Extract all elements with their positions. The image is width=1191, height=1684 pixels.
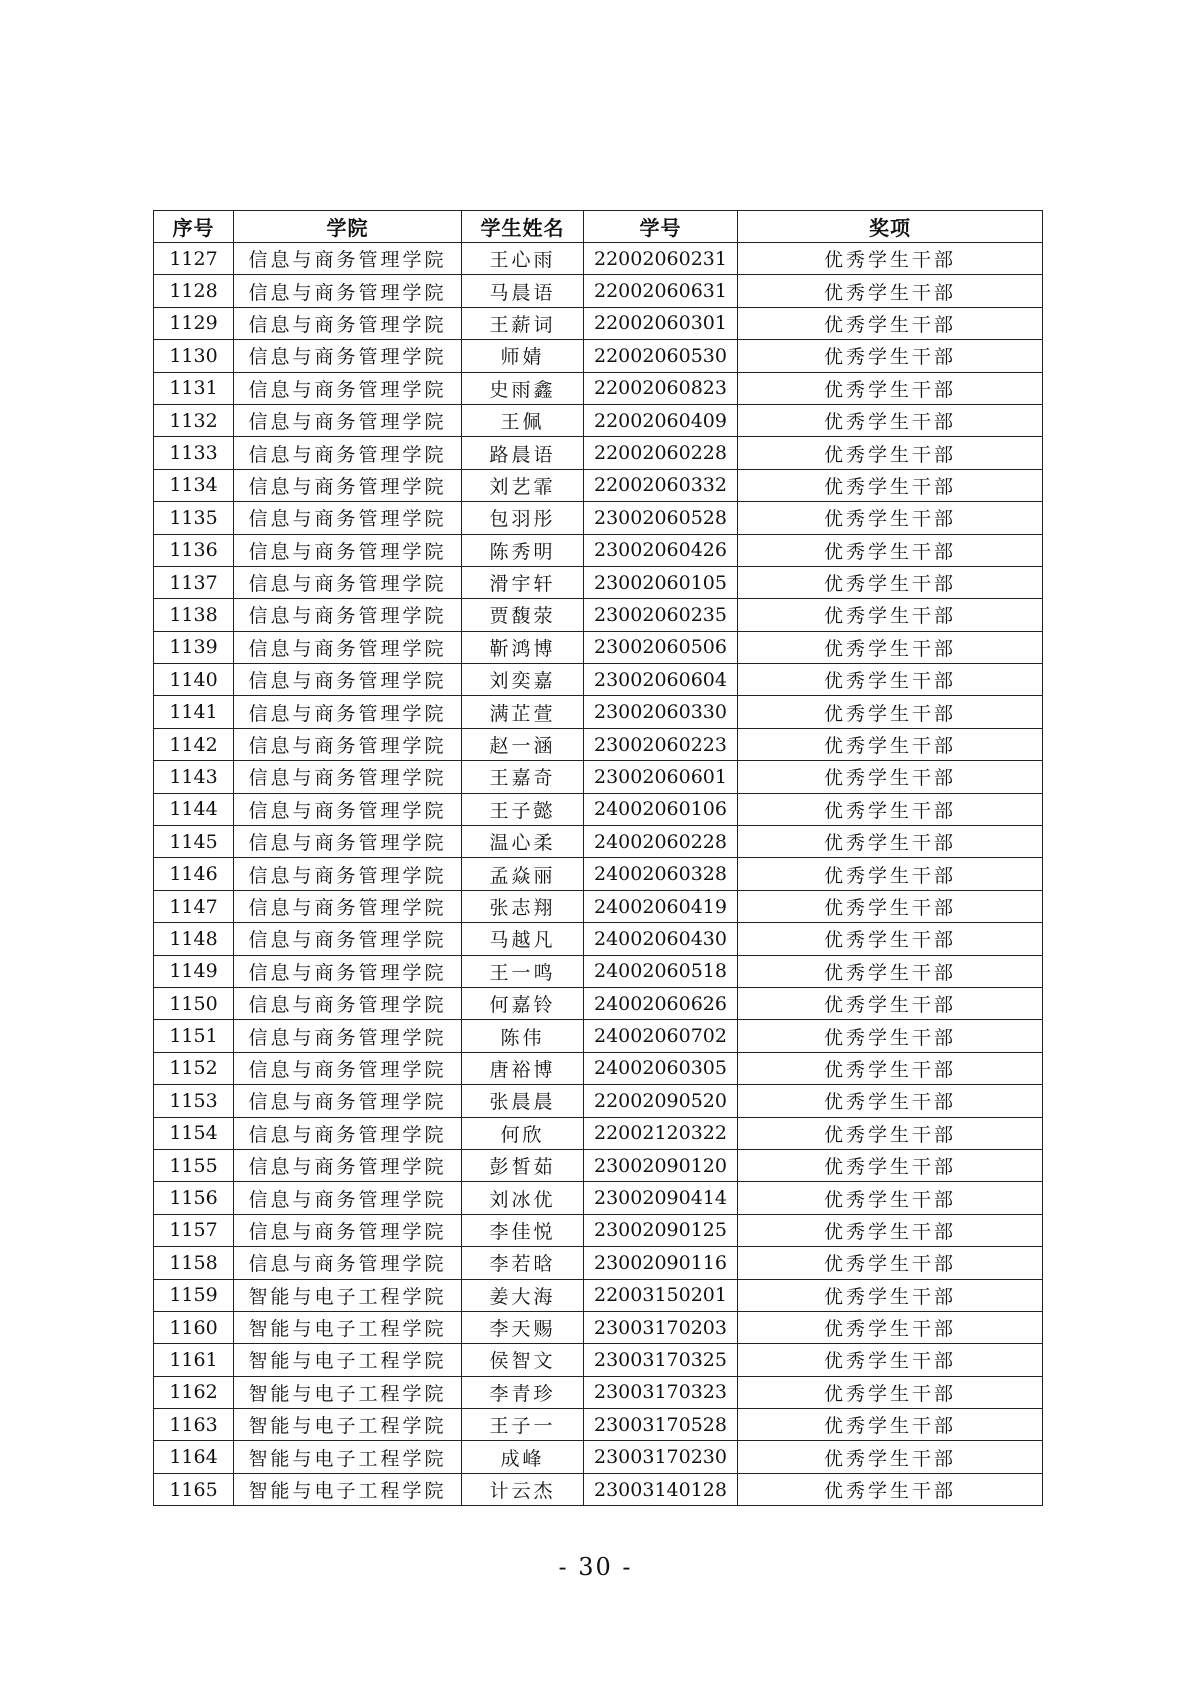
cell-award: 优秀学生干部 [738, 566, 1043, 598]
cell-student-name: 刘冰优 [462, 1182, 584, 1214]
cell-seq: 1129 [154, 307, 234, 339]
cell-seq: 1132 [154, 404, 234, 436]
cell-award: 优秀学生干部 [738, 1020, 1043, 1052]
table-row [154, 923, 1043, 955]
cell-student-name: 张志翔 [462, 890, 584, 922]
cell-seq: 1139 [154, 631, 234, 663]
cell-seq: 1150 [154, 987, 234, 1019]
cell-student-name: 温心柔 [462, 826, 584, 858]
cell-seq: 1163 [154, 1409, 234, 1441]
cell-student-name: 包羽彤 [462, 502, 584, 534]
cell-student-name: 滑宇轩 [462, 566, 584, 598]
cell-award: 优秀学生干部 [738, 728, 1043, 760]
cell-student-id: 24002060305 [584, 1052, 738, 1084]
table-row [154, 340, 1043, 372]
cell-student-id: 24002060518 [584, 955, 738, 987]
table-row [154, 243, 1043, 275]
cell-award: 优秀学生干部 [738, 340, 1043, 372]
cell-college: 信息与商务管理学院 [234, 696, 462, 728]
cell-student-name: 刘奕嘉 [462, 664, 584, 696]
cell-college: 信息与商务管理学院 [234, 826, 462, 858]
cell-student-name: 史雨鑫 [462, 372, 584, 404]
cell-student-name: 王佩 [462, 404, 584, 436]
cell-college: 信息与商务管理学院 [234, 728, 462, 760]
cell-college: 智能与电子工程学院 [234, 1376, 462, 1408]
cell-student-id: 22002060631 [584, 275, 738, 307]
cell-seq: 1143 [154, 761, 234, 793]
table-row [154, 1344, 1043, 1376]
cell-college: 信息与商务管理学院 [234, 761, 462, 793]
table-row [154, 890, 1043, 922]
cell-college: 信息与商务管理学院 [234, 243, 462, 275]
cell-seq: 1147 [154, 890, 234, 922]
cell-seq: 1145 [154, 826, 234, 858]
cell-student-name: 王子一 [462, 1409, 584, 1441]
cell-award: 优秀学生干部 [738, 1149, 1043, 1181]
cell-student-name: 陈秀明 [462, 534, 584, 566]
table-row [154, 1279, 1043, 1311]
cell-student-name: 彭皙茹 [462, 1149, 584, 1181]
cell-award: 优秀学生干部 [738, 502, 1043, 534]
cell-seq: 1154 [154, 1117, 234, 1149]
cell-student-name: 王嘉奇 [462, 761, 584, 793]
cell-student-id: 22002120322 [584, 1117, 738, 1149]
cell-college: 信息与商务管理学院 [234, 1247, 462, 1279]
cell-college: 信息与商务管理学院 [234, 1085, 462, 1117]
cell-college: 智能与电子工程学院 [234, 1344, 462, 1376]
cell-student-name: 唐裕博 [462, 1052, 584, 1084]
cell-college: 信息与商务管理学院 [234, 890, 462, 922]
cell-student-id: 24002060430 [584, 923, 738, 955]
cell-student-name: 马越凡 [462, 923, 584, 955]
cell-college: 信息与商务管理学院 [234, 631, 462, 663]
table-row [154, 437, 1043, 469]
cell-award: 优秀学生干部 [738, 599, 1043, 631]
table-row [154, 1085, 1043, 1117]
cell-student-name: 计云杰 [462, 1473, 584, 1505]
cell-college: 信息与商务管理学院 [234, 1182, 462, 1214]
table-row [154, 728, 1043, 760]
cell-college: 信息与商务管理学院 [234, 566, 462, 598]
cell-seq: 1141 [154, 696, 234, 728]
cell-student-id: 23003170203 [584, 1311, 738, 1343]
cell-award: 优秀学生干部 [738, 372, 1043, 404]
cell-seq: 1155 [154, 1149, 234, 1181]
cell-student-id: 23002060330 [584, 696, 738, 728]
cell-award: 优秀学生干部 [738, 664, 1043, 696]
table-row [154, 955, 1043, 987]
cell-college: 信息与商务管理学院 [234, 1149, 462, 1181]
table-row [154, 372, 1043, 404]
header-college: 学院 [234, 211, 462, 243]
cell-award: 优秀学生干部 [738, 1085, 1043, 1117]
cell-award: 优秀学生干部 [738, 858, 1043, 890]
cell-seq: 1137 [154, 566, 234, 598]
cell-seq: 1140 [154, 664, 234, 696]
cell-seq: 1135 [154, 502, 234, 534]
cell-student-id: 24002060626 [584, 987, 738, 1019]
cell-student-id: 22002060530 [584, 340, 738, 372]
cell-college: 信息与商务管理学院 [234, 987, 462, 1019]
cell-student-name: 王薪词 [462, 307, 584, 339]
cell-student-id: 23002060426 [584, 534, 738, 566]
cell-award: 优秀学生干部 [738, 1441, 1043, 1473]
cell-seq: 1159 [154, 1279, 234, 1311]
cell-student-id: 24002060328 [584, 858, 738, 890]
cell-award: 优秀学生干部 [738, 1247, 1043, 1279]
table-row [154, 534, 1043, 566]
cell-award: 优秀学生干部 [738, 1409, 1043, 1441]
cell-student-id: 22002060301 [584, 307, 738, 339]
cell-seq: 1146 [154, 858, 234, 890]
table-row [154, 858, 1043, 890]
table-row [154, 793, 1043, 825]
table-row [154, 1376, 1043, 1408]
cell-college: 信息与商务管理学院 [234, 1020, 462, 1052]
table-row [154, 1409, 1043, 1441]
cell-college: 信息与商务管理学院 [234, 404, 462, 436]
table-row [154, 987, 1043, 1019]
cell-college: 信息与商务管理学院 [234, 664, 462, 696]
cell-award: 优秀学生干部 [738, 534, 1043, 566]
cell-award: 优秀学生干部 [738, 631, 1043, 663]
cell-award: 优秀学生干部 [738, 890, 1043, 922]
cell-student-name: 路晨语 [462, 437, 584, 469]
cell-seq: 1149 [154, 955, 234, 987]
cell-student-name: 王心雨 [462, 243, 584, 275]
cell-seq: 1162 [154, 1376, 234, 1408]
cell-student-id: 24002060419 [584, 890, 738, 922]
cell-seq: 1153 [154, 1085, 234, 1117]
cell-student-id: 23002090414 [584, 1182, 738, 1214]
cell-student-id: 22002060409 [584, 404, 738, 436]
table-row [154, 1214, 1043, 1246]
table-row [154, 599, 1043, 631]
cell-college: 信息与商务管理学院 [234, 793, 462, 825]
header-student-id: 学号 [584, 211, 738, 243]
cell-seq: 1164 [154, 1441, 234, 1473]
cell-college: 信息与商务管理学院 [234, 923, 462, 955]
cell-award: 优秀学生干部 [738, 761, 1043, 793]
cell-award: 优秀学生干部 [738, 1376, 1043, 1408]
cell-college: 智能与电子工程学院 [234, 1473, 462, 1505]
cell-student-name: 侯智文 [462, 1344, 584, 1376]
cell-student-name: 刘艺霏 [462, 469, 584, 501]
cell-award: 优秀学生干部 [738, 1214, 1043, 1246]
cell-student-id: 22002060228 [584, 437, 738, 469]
cell-seq: 1128 [154, 275, 234, 307]
cell-seq: 1136 [154, 534, 234, 566]
table-row [154, 631, 1043, 663]
cell-student-name: 李青珍 [462, 1376, 584, 1408]
table-row [154, 1441, 1043, 1473]
cell-student-name: 陈伟 [462, 1020, 584, 1052]
cell-student-id: 22003150201 [584, 1279, 738, 1311]
cell-award: 优秀学生干部 [738, 955, 1043, 987]
cell-college: 信息与商务管理学院 [234, 599, 462, 631]
cell-award: 优秀学生干部 [738, 923, 1043, 955]
cell-college: 信息与商务管理学院 [234, 1117, 462, 1149]
cell-student-id: 22002060823 [584, 372, 738, 404]
cell-college: 信息与商务管理学院 [234, 858, 462, 890]
cell-student-name: 李佳悦 [462, 1214, 584, 1246]
cell-student-id: 23002090125 [584, 1214, 738, 1246]
cell-student-id: 24002060702 [584, 1020, 738, 1052]
table-row [154, 664, 1043, 696]
table-row [154, 1117, 1043, 1149]
table-row [154, 761, 1043, 793]
cell-award: 优秀学生干部 [738, 469, 1043, 501]
header-award: 奖项 [738, 211, 1043, 243]
cell-award: 优秀学生干部 [738, 987, 1043, 1019]
cell-college: 信息与商务管理学院 [234, 1214, 462, 1246]
cell-seq: 1131 [154, 372, 234, 404]
cell-seq: 1160 [154, 1311, 234, 1343]
cell-student-name: 孟焱丽 [462, 858, 584, 890]
table-row [154, 1020, 1043, 1052]
table-row [154, 469, 1043, 501]
table-header [154, 211, 1043, 243]
cell-award: 优秀学生干部 [738, 1052, 1043, 1084]
cell-seq: 1161 [154, 1344, 234, 1376]
cell-college: 智能与电子工程学院 [234, 1279, 462, 1311]
cell-college: 智能与电子工程学院 [234, 1409, 462, 1441]
cell-seq: 1157 [154, 1214, 234, 1246]
cell-student-name: 王子懿 [462, 793, 584, 825]
table-row [154, 1473, 1043, 1505]
cell-award: 优秀学生干部 [738, 243, 1043, 275]
cell-college: 信息与商务管理学院 [234, 307, 462, 339]
cell-award: 优秀学生干部 [738, 1344, 1043, 1376]
cell-seq: 1152 [154, 1052, 234, 1084]
cell-award: 优秀学生干部 [738, 1311, 1043, 1343]
cell-student-id: 23002090120 [584, 1149, 738, 1181]
cell-student-id: 23002060601 [584, 761, 738, 793]
cell-award: 优秀学生干部 [738, 696, 1043, 728]
cell-student-id: 23003170528 [584, 1409, 738, 1441]
table-row [154, 696, 1043, 728]
cell-student-id: 22002060332 [584, 469, 738, 501]
cell-student-id: 23002060506 [584, 631, 738, 663]
table-row [154, 1149, 1043, 1181]
header-student-name: 学生姓名 [462, 211, 584, 243]
table-body [154, 243, 1043, 1506]
cell-college: 智能与电子工程学院 [234, 1441, 462, 1473]
cell-college: 信息与商务管理学院 [234, 955, 462, 987]
cell-student-name: 王一鸣 [462, 955, 584, 987]
cell-student-id: 24002060228 [584, 826, 738, 858]
cell-student-name: 成峰 [462, 1441, 584, 1473]
table-row [154, 1247, 1043, 1279]
header-seq: 序号 [154, 211, 234, 243]
cell-college: 信息与商务管理学院 [234, 340, 462, 372]
cell-award: 优秀学生干部 [738, 1473, 1043, 1505]
page-number: - 30 - [558, 1553, 633, 1581]
cell-college: 信息与商务管理学院 [234, 502, 462, 534]
cell-student-id: 22002060231 [584, 243, 738, 275]
cell-college: 信息与商务管理学院 [234, 437, 462, 469]
cell-award: 优秀学生干部 [738, 437, 1043, 469]
cell-student-name: 赵一涵 [462, 728, 584, 760]
cell-student-id: 22002090520 [584, 1085, 738, 1117]
header-row [154, 211, 1043, 243]
table-row [154, 1311, 1043, 1343]
award-list-table [153, 210, 1043, 1506]
cell-student-name: 李天赐 [462, 1311, 584, 1343]
cell-student-name: 何欣 [462, 1117, 584, 1149]
cell-seq: 1142 [154, 728, 234, 760]
cell-college: 智能与电子工程学院 [234, 1311, 462, 1343]
cell-student-id: 23002060223 [584, 728, 738, 760]
table-row [154, 826, 1043, 858]
cell-seq: 1156 [154, 1182, 234, 1214]
cell-college: 信息与商务管理学院 [234, 534, 462, 566]
cell-seq: 1138 [154, 599, 234, 631]
cell-award: 优秀学生干部 [738, 307, 1043, 339]
cell-seq: 1127 [154, 243, 234, 275]
cell-student-name: 贾馥荥 [462, 599, 584, 631]
cell-seq: 1134 [154, 469, 234, 501]
cell-student-name: 李若晗 [462, 1247, 584, 1279]
cell-student-name: 姜大海 [462, 1279, 584, 1311]
cell-college: 信息与商务管理学院 [234, 1052, 462, 1084]
table-row [154, 502, 1043, 534]
table-row [154, 1182, 1043, 1214]
cell-student-id: 23003170230 [584, 1441, 738, 1473]
cell-student-id: 23003170325 [584, 1344, 738, 1376]
cell-award: 优秀学生干部 [738, 1182, 1043, 1214]
cell-award: 优秀学生干部 [738, 826, 1043, 858]
cell-student-name: 马晨语 [462, 275, 584, 307]
cell-seq: 1144 [154, 793, 234, 825]
cell-seq: 1165 [154, 1473, 234, 1505]
cell-student-id: 23002060235 [584, 599, 738, 631]
cell-seq: 1133 [154, 437, 234, 469]
cell-student-name: 何嘉铃 [462, 987, 584, 1019]
table-row [154, 1052, 1043, 1084]
table-row [154, 404, 1043, 436]
table-row [154, 275, 1043, 307]
cell-student-id: 23002090116 [584, 1247, 738, 1279]
cell-college: 信息与商务管理学院 [234, 275, 462, 307]
cell-award: 优秀学生干部 [738, 1279, 1043, 1311]
cell-student-id: 24002060106 [584, 793, 738, 825]
cell-college: 信息与商务管理学院 [234, 469, 462, 501]
cell-student-name: 张晨晨 [462, 1085, 584, 1117]
cell-award: 优秀学生干部 [738, 1117, 1043, 1149]
cell-student-id: 23002060604 [584, 664, 738, 696]
cell-college: 信息与商务管理学院 [234, 372, 462, 404]
cell-student-id: 23003140128 [584, 1473, 738, 1505]
cell-seq: 1148 [154, 923, 234, 955]
cell-award: 优秀学生干部 [738, 793, 1043, 825]
cell-student-name: 靳鸿博 [462, 631, 584, 663]
cell-award: 优秀学生干部 [738, 275, 1043, 307]
cell-student-name: 满芷萱 [462, 696, 584, 728]
cell-student-name: 师婧 [462, 340, 584, 372]
cell-seq: 1151 [154, 1020, 234, 1052]
table-row [154, 307, 1043, 339]
cell-student-id: 23003170323 [584, 1376, 738, 1408]
cell-student-id: 23002060528 [584, 502, 738, 534]
cell-student-id: 23002060105 [584, 566, 738, 598]
table-row [154, 566, 1043, 598]
cell-seq: 1158 [154, 1247, 234, 1279]
cell-seq: 1130 [154, 340, 234, 372]
cell-award: 优秀学生干部 [738, 404, 1043, 436]
